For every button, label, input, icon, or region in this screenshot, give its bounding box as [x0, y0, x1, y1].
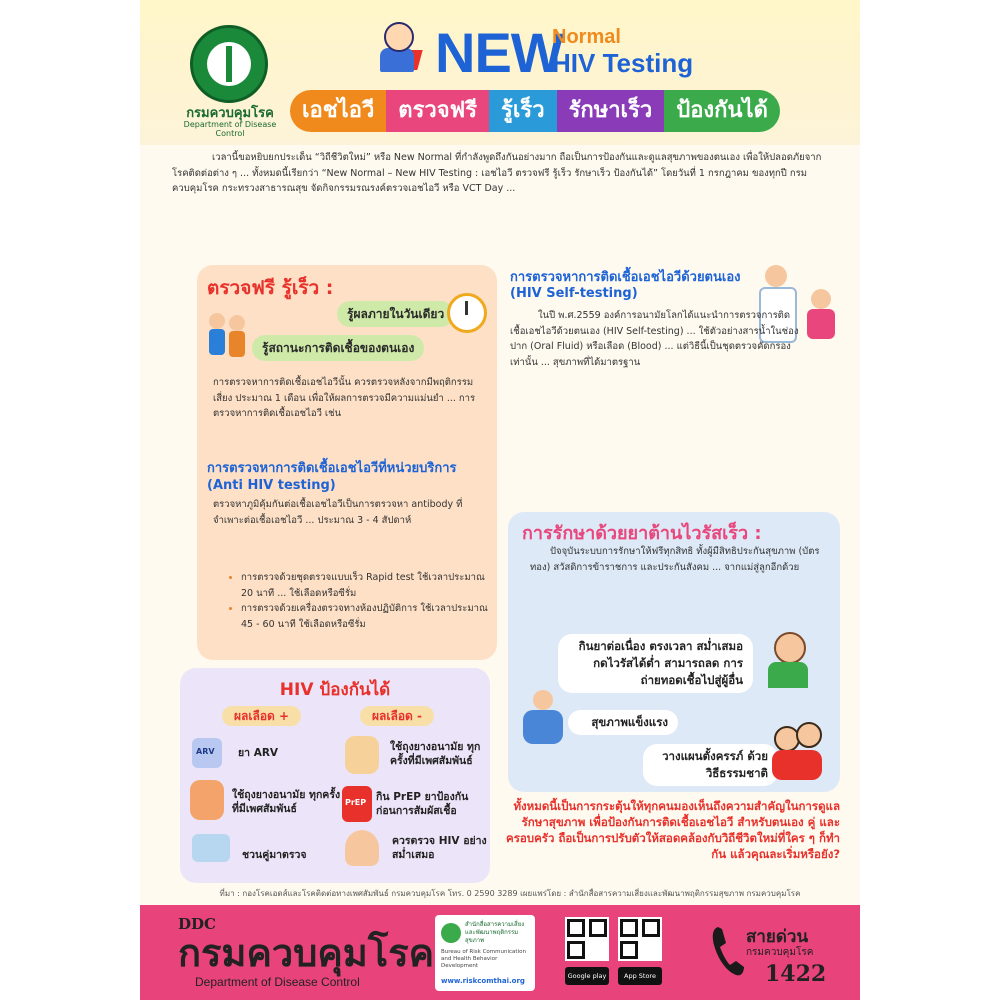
ddc-label: DDC: [178, 915, 216, 933]
footer-dept-th: กรมควบคุมโรค: [178, 931, 435, 975]
slogan-know-fast: รู้เร็ว: [489, 90, 557, 132]
strong-man-icon: [523, 690, 563, 748]
treatment-title: การรักษาด้วยยาต้านไวรัสเร็ว :: [522, 523, 762, 544]
test-method-list: [227, 570, 496, 632]
footer-dept-en: Department of Disease Control: [195, 975, 360, 989]
condom-icon: [345, 736, 379, 774]
slogan-preventable: ป้องกันได้: [664, 90, 780, 132]
healthy-bubble: สุขภาพแข็งแรง: [568, 710, 678, 735]
condom-negative-item: ใช้ถุงยางอนามัย ทุกครั้งที่มีเพศสัมพันธ์: [390, 741, 481, 767]
superhero-mascot-icon: [376, 22, 418, 74]
bureau-card: [435, 915, 535, 991]
phone-icon: [710, 923, 746, 979]
slogan-banner: [290, 90, 780, 132]
prevention-title: HIV ป้องกันได้: [279, 680, 391, 700]
result-same-day-pill: รู้ผลภายในวันเดียว: [337, 301, 454, 327]
arv-item: ยา ARV: [238, 747, 279, 759]
list-item: • การตรวจด้วยเครื่องตรวจทางห้องปฏิบัติการ ใช้เวลาประมาณ 45 - 60 นาที ใช้เลือดหรือซีรั่ม: [241, 601, 496, 632]
bureau-name-th: สำนักสื่อสารความเสี่ยงและพัฒนาพฤติกรรมสุขภาพ: [465, 921, 525, 944]
self-testing-body: ในปี พ.ศ.2559 องค์การอนามัยโลกได้แนะนำการตรวจการติดเชื้อเอชไอวีด้วยตนเอง (HIV Self-testing) ... ใช้ตัวอย่างสารน้ำในช่องปาก (Oral Fluid) หรือเลือด (Blood) ... แต่วิธีนี้เป็นชุดตรวจคัดกรองเท่านั้น ... สุขภาพที่ได้มาตรฐาน: [510, 310, 799, 368]
adherence-bubble: กินยาต่อเนื่อง ตรงเวลา สม่ำเสมอ กดไวรัสได้ต่ำ สามารถลด การถ่ายทอดเชื้อไปสู่ผู้อื่น: [558, 634, 753, 693]
hotline-number[interactable]: 1422: [765, 961, 827, 987]
man-pill-icon: [766, 632, 814, 690]
hotline-dept: กรมควบคุมโรค: [746, 947, 814, 958]
treatment-body: ปัจจุบันระบบการรักษาให้ฟรีทุกสิทธิ ทั้งผู้มีสิทธิประกันสุขภาพ (บัตรทอง) สวัสดิการข้าราชการ และประกันสังคม ... จากแม่สู่ลูกอีกด้วย: [530, 546, 820, 573]
prep-medicine-icon: [342, 786, 372, 822]
bureau-url[interactable]: www.riskcomthai.org: [441, 977, 525, 985]
treatment-panel: [508, 512, 840, 792]
alarm-clock-icon: [447, 293, 487, 333]
free-test-panel: [197, 265, 497, 660]
partner-test-item: ชวนคู่มาตรวจ: [242, 849, 307, 861]
header: [140, 0, 860, 145]
bureau-logo-icon: [441, 923, 461, 943]
positive-column-tag: ผลเลือด +: [222, 706, 301, 726]
free-test-title: ตรวจฟรี รู้เร็ว :: [207, 277, 334, 299]
hotline-label: สายด่วน: [746, 927, 809, 947]
dept-name-en: Department of Disease Control: [183, 120, 277, 138]
slogan-hiv: เอชไอวี: [290, 90, 386, 132]
slogan-treat-fast: รักษาเร็ว: [557, 90, 665, 132]
slogan-free-test: ตรวจฟรี: [386, 90, 489, 132]
prevention-panel: [180, 668, 490, 883]
regular-test-item: ควรตรวจ HIV อย่างสม่ำเสมอ: [392, 835, 487, 861]
free-test-body: การตรวจหาการติดเชื้อเอชไอวีนั้น ควรตรวจหลังจากมีพฤติกรรมเสี่ยง ประมาณ 1 เดือน เพื่อให้ผลการตรวจมีความแม่นยำ ... การตรวจหาการติดเชื้อเอชไอวี เช่น: [213, 377, 476, 419]
list-item: • การตรวจด้วยชุดตรวจแบบเร็ว Rapid test ใช้เวลาประมาณ 20 นาที ... ใช้เลือดหรือซีรั่ม: [241, 570, 496, 601]
title-normal: Normal: [552, 26, 621, 48]
anti-hiv-testing-body: ตรวจหาภูมิคุ้มกันต่อเชื้อเอชไอวีเป็นการตรวจหา antibody ที่จำเพาะต่อเชื้อเอชไอวี ... ประมาณ 3 - 4 สัปดาห์: [213, 499, 463, 526]
title-new: NEW: [435, 21, 563, 84]
qr-code-icon[interactable]: [565, 917, 609, 961]
self-testing-title: การตรวจหาการติดเชื้อเอชไอวีด้วยตนเอง (HIV Self-testing): [510, 270, 741, 301]
closing-message: ทั้งหมดนี้เป็นการกระตุ้นให้ทุกคนมองเห็นถึงความสำคัญในการดูแลรักษาสุขภาพ เพื่อป้องกันการติดเชื้อเอชไอวี สำหรับตนเอง คู่ และครอบครัว ถือเป็นการปรับตัวให้สอดคล้องกับวิถีชีวิตใหม่ที่ใคร ๆ ก็ทำกัน แล้วคุณละเริ่มหรือยัง?: [506, 799, 840, 861]
title-hiv-testing: HIV Testing: [552, 48, 694, 78]
source-credit: ที่มา : กองโรคเอดส์และโรคติดต่อทางเพศสัมพันธ์ กรมควบคุมโรค โทร. 0 2590 3289 เผยแพร่โดย : สำนักสื่อสารความเสี่ยงและพัฒนาพฤติกรรมสุขภาพ กรมควบคุมโรค: [219, 889, 801, 898]
dept-name-th: กรมควบคุมโรค: [186, 106, 274, 121]
couple-checkup-icon: [192, 834, 230, 862]
intro-paragraph: เวลานี้ขอหยิบยกประเด็น “วิถีชีวิตใหม่” หรือ New Normal ที่กำลังพูดถึงกันอย่างมาก ถือเป็นการป้องกันและดูแลสุขภาพของตนเอง เพื่อให้ปลอดภัยจากโรคติดต่อต่าง ๆ ... ทั้งหมดนี้เรียกว่า “New Normal – New HIV Testing : เอชไอวี ตรวจฟรี รู้เร็ว รักษาเร็ว ป้องกันได้” โดยวันที่ 1 กรกฎาคม ของทุกปี กรมควบคุมโรค กระทรวงสาธารณสุข จัดกิจกรรมรณรงค์ตรวจเอชไอวี หรือ VCT Day ...: [172, 152, 822, 194]
qr-code-icon[interactable]: [618, 917, 662, 961]
condom-positive-item: ใช้ถุงยางอนามัย ทุกครั้งที่มีเพศสัมพันธ์: [232, 789, 341, 815]
app-store-badge[interactable]: App Store: [618, 967, 662, 985]
arv-medicine-icon: [192, 738, 222, 768]
prep-item: กิน PrEP ยาป้องกัน ก่อนการสัมผัสเชื้อ: [376, 791, 469, 817]
anti-hiv-testing-title: การตรวจหาการติดเชื้อเอชไอวีที่หน่วยบริการ (Anti HIV testing): [207, 461, 457, 493]
negative-column-tag: ผลเลือด -: [360, 706, 434, 726]
doctor-icon: [345, 830, 379, 866]
couple-icon: [209, 313, 249, 363]
ministry-seal-icon: [190, 25, 268, 103]
google-play-badge[interactable]: Google play: [565, 967, 609, 985]
family-icon: [770, 722, 826, 782]
poster: [140, 0, 860, 1000]
footer: [140, 905, 860, 1000]
pregnancy-plan-bubble: วางแผนตั้งครรภ์ ด้วยวิธีธรรมชาติ: [643, 744, 778, 786]
know-status-pill: รู้สถานะการติดเชื้อของตนเอง: [252, 335, 424, 361]
bureau-name-en: Bureau of Risk Communication and Health Behavior Development: [441, 949, 526, 969]
couple-icon: [190, 780, 224, 820]
